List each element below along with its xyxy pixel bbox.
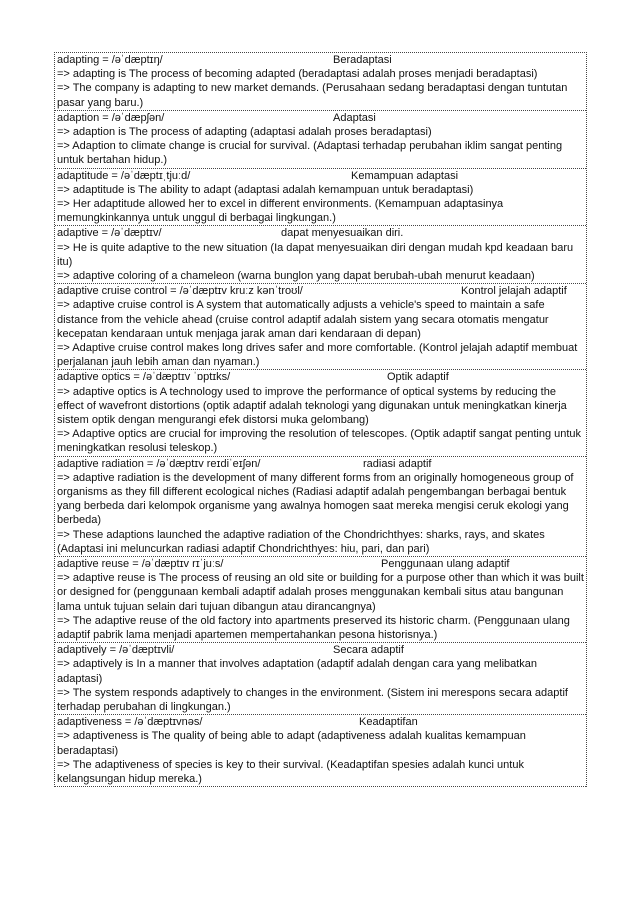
example-line: => The system responds adaptively to changes in the environment. (Sistem ini merespons secara adaptif terhadap perubahan di lingkungan.) bbox=[57, 686, 568, 713]
vocab-entry-adaptive-reuse bbox=[55, 557, 586, 643]
entry-header bbox=[57, 643, 585, 657]
entry-meaning: Secara adaptif bbox=[333, 644, 404, 657]
entry-header bbox=[57, 111, 585, 125]
entry-meaning: Optik adaptif bbox=[387, 371, 449, 384]
vocab-entry-adaptive-optics bbox=[55, 370, 586, 456]
example-line: => Her adaptitude allowed her to excel in different environments. (Kemampuan adaptasinya memungkinkannya untuk unggul di berbagai lingkungan.) bbox=[57, 197, 504, 225]
entry-header bbox=[57, 53, 585, 67]
entry-header bbox=[57, 370, 585, 384]
entry-header bbox=[57, 557, 585, 571]
entry-term: adaptive optics = /əˈdæptɪv ˈɒptɪks/ bbox=[57, 371, 231, 384]
definition-line: => adapting is The process of becoming adapted (beradaptasi adalah proses menjadi beradaptasi) bbox=[57, 68, 538, 81]
definition-line: => adaptiveness is The quality of being able to adapt (adaptiveness adalah kualitas kemampuan beradaptasi) bbox=[57, 730, 526, 757]
vocab-entry-adaptive bbox=[55, 226, 586, 284]
vocab-entry-adapting bbox=[55, 53, 586, 111]
entry-term: adapting = /əˈdæptɪŋ/ bbox=[57, 54, 163, 66]
entry-term: adaptively = /əˈdæptɪvli/ bbox=[57, 644, 175, 657]
entry-header bbox=[57, 457, 585, 471]
definition-line: => adaptive optics is A technology used to improve the performance of optical systems by reducing the effect of wavefront distortions (optik adaptif adalah teknologi yang digunakan untuk meningkatkan kinerja sistem optik dengan mengurangi efek distorsi muka gelombang) bbox=[57, 385, 567, 426]
vocab-entry-adaptively bbox=[55, 643, 586, 715]
entry-meaning: Beradaptasi bbox=[333, 54, 392, 66]
example-line: => These adaptions launched the adaptive radiation of the Chondrichthyes: sharks, rays, and skates (Adaptasi ini meluncurkan radiasi adaptif Chondrichthyes: hiu, pari, dan pari) bbox=[57, 528, 545, 555]
definition-line: => adaptively is In a manner that involves adaptation (adaptif adalah dengan cara yang melibatkan adaptasi) bbox=[57, 658, 538, 685]
entry-meaning: Penggunaan ulang adaptif bbox=[381, 558, 510, 570]
definition-line: => adaption is The process of adapting (adaptasi adalah proses beradaptasi) bbox=[57, 125, 432, 138]
example-line: => adaptive coloring of a chameleon (warna bunglon yang dapat berubah-ubah menurut keadaan) bbox=[57, 269, 535, 282]
vocab-entry-adaptive-radiation bbox=[55, 457, 586, 557]
entry-header bbox=[57, 284, 585, 298]
entry-meaning: radiasi adaptif bbox=[363, 457, 432, 470]
example-line: => Adaption to climate change is crucial for survival. (Adaptasi terhadap perubahan iklim sangat penting untuk bertahan hidup.) bbox=[57, 140, 563, 167]
vocab-entry-adaptiveness bbox=[55, 715, 586, 787]
entry-meaning: Keadaptifan bbox=[359, 716, 418, 729]
entry-term: adaptiveness = /əˈdæptɪvnəs/ bbox=[57, 716, 203, 729]
entry-term: adaptive reuse = /əˈdæptɪv rɪˈjuːs/ bbox=[57, 558, 224, 570]
definition-line: => adaptive reuse is The process of reusing an old site or building for a purpose other than which it was built or designed for (penggunaan kembali adaptif adalah proses menggunakan kembali situs atau bangunan lama untuk tujuan selain dari tujuan dibangun atau dirancangnya) bbox=[57, 572, 584, 613]
entry-header bbox=[57, 169, 585, 183]
vocab-entry-adaptitude bbox=[55, 169, 586, 227]
definition-line: => adaptive cruise control is A system that automatically adjusts a vehicle's speed to maintain a safe distance from the vehicle ahead (cruise control adaptif adalah sistem yang secara otomatis mengatur kecepatan kendaraan untuk menjaga jarak aman dari kendaraan di depan) bbox=[57, 299, 549, 340]
example-line: => The adaptiveness of species is key to their survival. (Keadaptifan spesies adalah kunci untuk kelangsungan hidup mereka.) bbox=[57, 758, 524, 785]
entry-meaning: Adaptasi bbox=[333, 111, 376, 124]
example-line: => Adaptive cruise control makes long drives safer and more comfortable. (Kontrol jelajah adaptif membuat perjalanan jauh lebih aman dan nyaman.) bbox=[57, 341, 578, 369]
entry-term: adaptive = /əˈdæptɪv/ bbox=[57, 227, 162, 240]
entry-meaning: Kemampuan adaptasi bbox=[351, 169, 459, 182]
vocab-entry-adaptive-cruise-control bbox=[55, 284, 586, 370]
definition-line: => adaptive radiation is the development of many different forms from an originally homogeneous group of organisms as they fill different ecological niches (Radiasi adaptif adalah pengembangan berbagai bentuk yang berbeda dari kelompok organisme yang awalnya homogen saat mereka mengisi ceruk ekologi yang berbeda) bbox=[57, 471, 574, 527]
entry-header bbox=[57, 226, 585, 240]
entry-header bbox=[57, 715, 585, 729]
entry-meaning: dapat menyesuaikan diri. bbox=[281, 227, 404, 240]
entry-term: adaptive cruise control = /əˈdæptɪv kruːz kənˈtroʊl/ bbox=[57, 285, 303, 298]
entry-term: adaption = /əˈdæpʃən/ bbox=[57, 111, 165, 124]
definition-line: => He is quite adaptive to the new situation (Ia dapat menyesuaikan diri dengan mudah kpd keadaan baru itu) bbox=[57, 241, 574, 268]
vocab-entry-adaption bbox=[55, 111, 586, 169]
entry-term: adaptitude = /əˈdæptɪˌtjuːd/ bbox=[57, 169, 191, 182]
example-line: => The company is adapting to new market demands. (Perusahaan sedang beradaptasi dengan tuntutan pasar yang baru.) bbox=[57, 82, 568, 109]
example-line: => The adaptive reuse of the old factory into apartments preserved its historic charm. (Penggunaan ulang adaptif pabrik lama menjadi apartemen mempertahankan pesona historisnya.) bbox=[57, 614, 570, 641]
definition-line: => adaptitude is The ability to adapt (adaptasi adalah kemampuan untuk beradaptasi) bbox=[57, 183, 474, 196]
entry-term: adaptive radiation = /əˈdæptɪv reɪdiˈeɪʃən/ bbox=[57, 457, 261, 470]
example-line: => Adaptive optics are crucial for improving the resolution of telescopes. (Optik adaptif sangat penting untuk meningkatkan resolusi teleskop.) bbox=[57, 428, 582, 455]
entry-meaning: Kontrol jelajah adaptif bbox=[461, 285, 567, 298]
vocabulary-sheet bbox=[54, 52, 587, 787]
